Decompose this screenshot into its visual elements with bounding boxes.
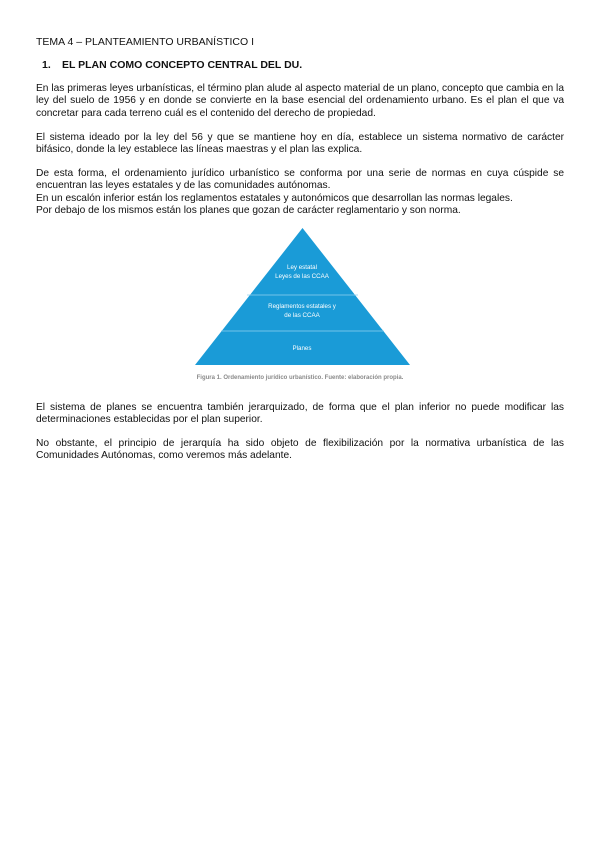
section-title-text: EL PLAN COMO CONCEPTO CENTRAL DEL DU. — [62, 59, 303, 71]
paragraph-3-line-a: De esta forma, el ordenamiento jurídico urbanístico se conforma por una serie de normas en cuya cúspide se encuentran las leyes estatales y de las comunidades autónomas. — [36, 168, 564, 192]
tier-top-line-2: Leyes de las CCAA — [275, 273, 329, 280]
paragraph-3-line-c: Por debajo de los mismos están los planes que gozan de carácter reglamentario y son norma. — [36, 205, 461, 217]
document-header: TEMA 4 – PLANTEAMIENTO URBANÍSTICO I — [36, 36, 255, 48]
tier-middle-line-2: de las CCAA — [284, 312, 320, 319]
paragraph-4: El sistema de planes se encuentra también jerarquizado, de forma que el plan inferior no puede modificar las determinaciones establecidas por el plan superior. — [36, 402, 564, 426]
paragraph-2: El sistema ideado por la ley del 56 y que se mantiene hoy en día, establece un sistema normativo de carácter bifásico, donde la ley establece las líneas maestras y el plan las explica. — [36, 132, 564, 156]
pyramid-tier-top — [232, 263, 372, 281]
figure-caption: Figura 1. Ordenamiento jurídico urbanístico. Fuente: elaboración propia. — [196, 375, 404, 381]
section-heading — [42, 59, 302, 71]
paragraph-1: En las primeras leyes urbanísticas, el término plan alude al aspecto material de un plano, concepto que cambia en la ley del suelo de 1956 y en donde se convierte en la base esencial del ordenamiento urbano. Es el plan el que va concretar para cada terreno cuál es el contenido del derecho de propiedad. — [36, 83, 564, 119]
pyramid-tier-bottom — [232, 344, 372, 353]
tier-middle-line-1: Reglamentos estatales y — [268, 303, 336, 310]
pyramid-tier-middle — [232, 302, 372, 320]
paragraph-3 — [36, 168, 564, 218]
section-number: 1. — [42, 59, 51, 71]
tier-bottom-line: Planes — [292, 345, 312, 352]
paragraph-3-line-b: En un escalón inferior están los reglamentos estatales y autonómicos que desarrollan las normas legales. — [36, 192, 513, 204]
hierarchy-pyramid-figure — [195, 228, 410, 388]
paragraph-5: No obstante, el principio de jerarquía ha sido objeto de flexibilización por la normativa urbanística de las Comunidades Autónomas, como veremos más adelante. — [36, 438, 564, 462]
tier-top-line-1: Ley estatal — [287, 264, 317, 271]
